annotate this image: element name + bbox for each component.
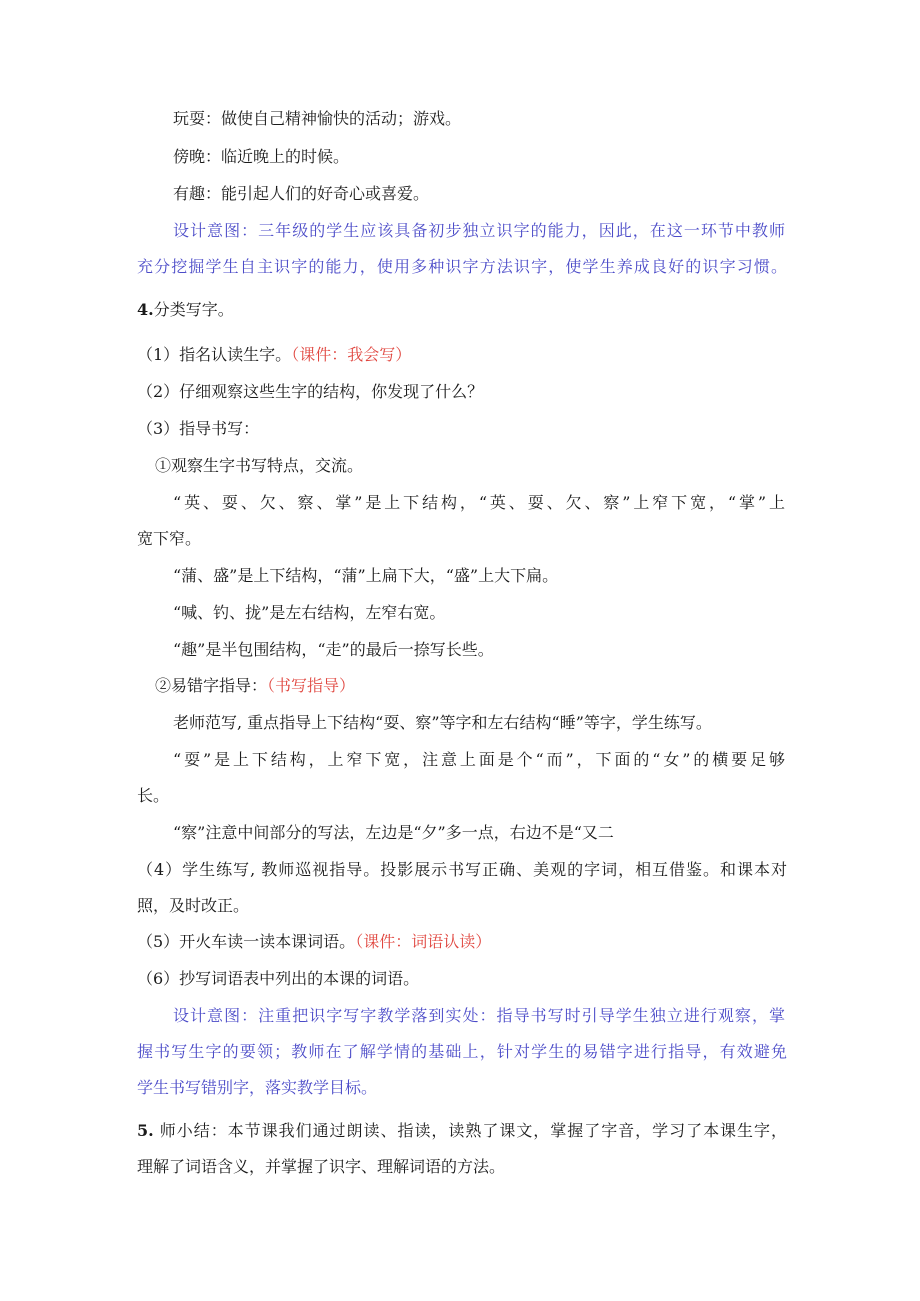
courseware-note-shuxie: （书写指导） (267, 676, 356, 695)
observation-2: “蒲、盛”是上下结构，“蒲”上扁下大，“盛”上大下扁。 (173, 566, 559, 585)
observation-3: “喊、钓、拢”是左右结构，左窄右宽。 (173, 603, 446, 622)
section-4-heading (137, 300, 787, 320)
courseware-note-woohuixie: （课件：我会写） (291, 345, 412, 364)
observation-1-line1: “英、耍、欠、察、掌”是上下结构，“英、耍、欠、察”上窄下宽，“掌”上 (173, 493, 785, 512)
design-intent-1-line2: 充分挖掘学生自主识字的能力，使用多种识字方法识字，使学生养成良好的识字习惯。 (137, 257, 787, 276)
section-5-line1 (137, 1121, 787, 1141)
observation-1-line2: 宽下窄。 (137, 529, 202, 548)
design-intent-2-line2: 握书写生字的要领；教师在了解学情的基础上，针对学生的易错字进行指导，有效避免 (137, 1042, 787, 1061)
definition-youqu: 有趣：能引起人们的好奇心或喜爱。 (173, 184, 430, 203)
step-1-text: （1）指名认读生字。 (137, 345, 292, 364)
guide-2-line1: “耍”是上下结构，上窄下宽，注意上面是个“而”，下面的“女”的横要足够 (173, 750, 785, 769)
substep-error-prone (155, 676, 805, 696)
section-5-number: 5. (137, 1121, 154, 1140)
substep-error-prone-text: ②易错字指导： (155, 676, 268, 695)
guide-3: “察”注意中间部分的写法，左边是“夕”多一点，右边不是“又二 (173, 823, 614, 842)
step-5-text: （5）开火车读一读本课词语。 (137, 932, 356, 951)
step-3: （3）指导书写： (137, 419, 260, 438)
step-4-line2: 照，及时改正。 (137, 896, 250, 915)
step-6: （6）抄写词语表中列出的本课的词语。 (137, 969, 420, 988)
design-intent-2-line3: 学生书写错别字，落实教学目标。 (137, 1078, 378, 1097)
section-4-number: 4. (137, 300, 154, 319)
courseware-note-ciyu: （课件：词语认读） (355, 932, 492, 951)
definition-wanshua: 玩耍：做使自己精神愉快的活动；游戏。 (173, 109, 462, 128)
section-5-text: 师小结：本节课我们通过朗读、指读，读熟了课文，掌握了字音，学习了本课生字， (153, 1121, 787, 1140)
observation-4: “趣”是半包围结构，“走”的最后一捺写长些。 (173, 640, 494, 659)
guide-1: 老师范写, 重点指导上下结构“耍、察”等字和左右结构“睡”等字，学生练写。 (173, 713, 712, 732)
design-intent-2-line1: 设计意图：注重把识字写字教学落到实处：指导书写时引导学生独立进行观察，掌 (173, 1006, 785, 1025)
step-4-line1: （4）学生练写, 教师巡视指导。投影展示书写正确、美观的字词，相互借鉴。和课本对 (137, 860, 787, 879)
section-5-line2: 理解了词语含义，并掌握了识字、理解词语的方法。 (137, 1157, 506, 1176)
step-2: （2）仔细观察这些生字的结构，你发现了什么？ (137, 382, 484, 401)
step-1 (137, 345, 787, 365)
substep-observe: ①观察生字书写特点，交流。 (155, 456, 364, 475)
guide-2-line2: 长。 (137, 786, 170, 805)
step-5 (137, 932, 787, 952)
design-intent-1-line1: 设计意图：三年级的学生应该具备初步独立识字的能力，因此，在这一环节中教师 (173, 221, 785, 240)
section-4-title: 分类写字。 (153, 300, 234, 319)
definition-bangwan: 傍晚：临近晚上的时候。 (173, 147, 350, 166)
